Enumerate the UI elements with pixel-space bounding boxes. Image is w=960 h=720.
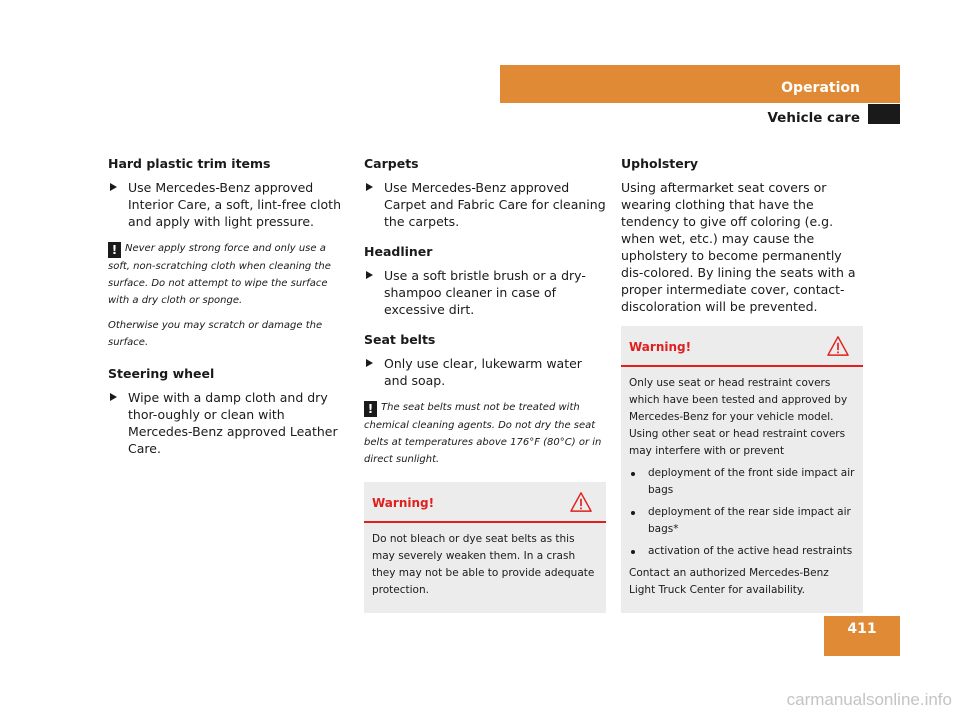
header-marker-block [868,104,900,124]
warning-list-text: activation of the active head restraints [648,545,853,557]
instruction-text: Use Mercedes-Benz approved Interior Care, a soft, lint-free cloth and apply with light pressure. [128,180,342,229]
warning-triangle-icon [827,335,849,357]
exclamation-icon: ! [364,401,377,417]
heading-hard-plastic-trim: Hard plastic trim items [108,156,271,171]
triangle-bullet-icon [366,271,373,279]
instruction-text: Wipe with a damp cloth and dry thor-oughly or clean with Mercedes-Benz approved Leather Care. [128,390,338,456]
bullet-dot-icon [631,511,635,515]
triangle-bullet-icon [366,359,373,367]
page-number: 411 [847,621,877,637]
warning-list-text: deployment of the front side impact air bags [648,467,855,496]
warning-label: Warning! [372,496,435,510]
warning-label: Warning! [629,340,692,354]
warning-box [621,326,863,613]
caution-note [108,240,350,309]
exclamation-icon: ! [108,242,121,258]
heading-headliner: Headliner [364,244,433,259]
column-right [621,155,863,613]
instruction-item [364,355,606,389]
triangle-bullet-icon [110,393,117,401]
warning-text: Do not bleach or dye seat belts as this may severely weaken them. In a crash they may not be able to provide adequate protection. [372,533,595,596]
warning-body [364,523,606,613]
instruction-item [364,267,606,318]
warning-list-item [629,504,855,538]
warning-intro: Only use seat or head restraint covers which have been tested and approved by Mercedes-Benz for your vehicle model. Using other seat or head restraint covers may interfere with or prevent [629,377,848,457]
triangle-bullet-icon [366,183,373,191]
warning-outro: Contact an authorized Mercedes-Benz Light Truck Center for availability. [629,567,829,596]
heading-carpets: Carpets [364,156,419,171]
warning-list-text: deployment of the rear side impact air bags* [648,506,851,535]
column-middle [364,155,606,613]
section-title: Operation [781,80,860,96]
bullet-dot-icon [631,550,635,554]
caution-note-text: Never apply strong force and only use a soft, non-scratching cloth when cleaning the surface. Do not attempt to wipe the surface with a dry cloth or sponge. [108,243,331,306]
watermark: carmanualsonline.info [786,690,952,709]
instruction-item [108,389,350,457]
column-left [108,155,350,467]
heading-upholstery: Upholstery [621,156,699,171]
instruction-text: Only use clear, lukewarm water and soap. [384,356,582,388]
instruction-item [364,179,606,230]
instruction-text: Use Mercedes-Benz approved Carpet and Fabric Care for cleaning the carpets. [384,180,606,229]
warning-header [364,482,606,523]
section-header-bar [500,65,900,103]
warning-triangle-icon [570,491,592,513]
triangle-bullet-icon [110,183,117,191]
instruction-item [108,179,350,230]
caution-note [364,399,606,468]
page-number-box [824,616,900,656]
warning-box [364,482,606,613]
subsection-title: Vehicle care [767,110,860,126]
warning-body [621,367,863,613]
caution-note-continued: Otherwise you may scratch or damage the surface. [108,320,323,348]
warning-list-item [629,543,855,560]
bullet-dot-icon [631,472,635,476]
heading-steering-wheel: Steering wheel [108,366,215,381]
heading-seat-belts: Seat belts [364,332,436,347]
warning-list-item [629,465,855,499]
instruction-text: Use a soft bristle brush or a dry-shampoo cleaner in case of excessive dirt. [384,268,586,317]
upholstery-paragraph: Using aftermarket seat covers or wearing clothing that have the tendency to give off coloring (e.g. when wet, etc.) may cause the upholstery to become permanently dis-colored. By lining the seats with a proper intermediate cover, contact-discoloration will be prevented. [621,180,856,314]
caution-note-text: The seat belts must not be treated with chemical cleaning agents. Do not dry the seat belts at temperatures above 176°F (80°C) or in direct sunlight. [364,402,602,465]
warning-header [621,326,863,367]
